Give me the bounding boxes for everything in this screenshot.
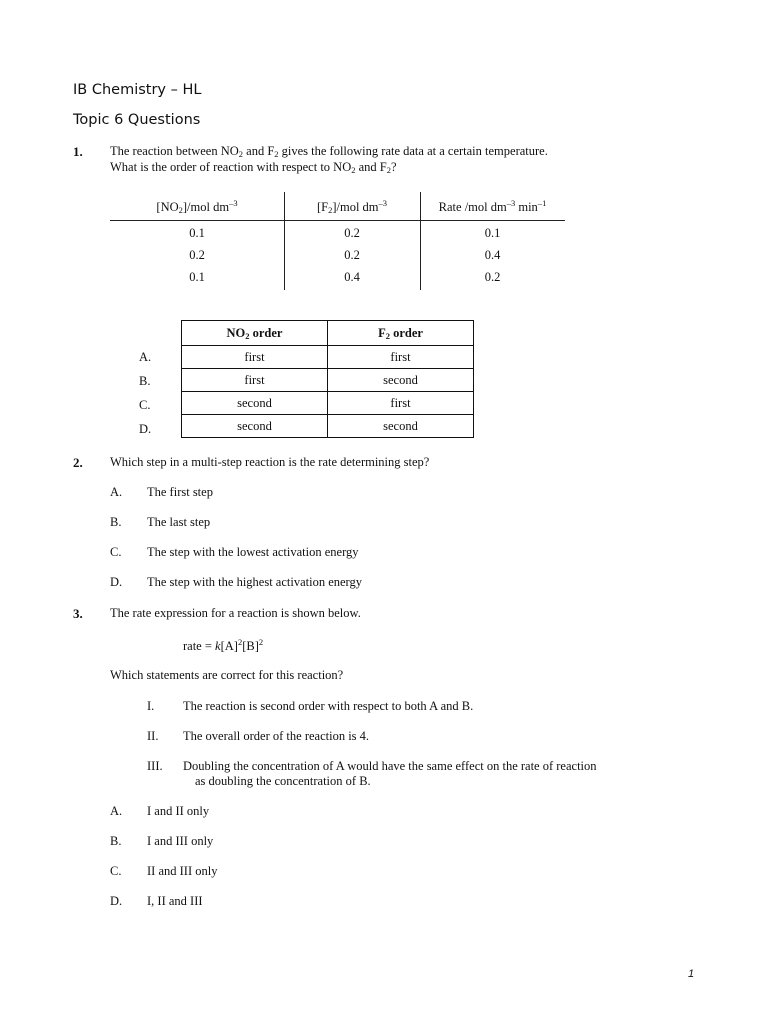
table-cell: 0.1 <box>189 270 205 284</box>
header-no2-concentration: $[NO_2]$/mol $dm^{-3}$ <box>156 198 238 215</box>
table-cell: second <box>182 392 328 415</box>
table-cell: first <box>328 392 474 415</box>
option-letter: D. <box>110 894 123 908</box>
table-cell: 0.2 <box>484 270 501 284</box>
answer-row-a[interactable] <box>182 346 474 369</box>
table-cell: second <box>182 415 328 438</box>
option-text[interactable]: The step with the lowest activation energy <box>147 545 359 559</box>
topic-title: Topic 6 Questions <box>73 112 201 128</box>
header-no2-order: $NO_2$ order <box>182 321 328 346</box>
statement-text-continued: as doubling the concentration of B. <box>195 774 371 788</box>
option-letter: B. <box>110 834 122 848</box>
question-1-number: 1. <box>73 144 83 159</box>
statement-numeral: II. <box>147 729 159 743</box>
option-letter: B. <box>110 515 122 529</box>
question-1-line-2: What is the order of reaction with respect to $NO_2$ and $F_2$? <box>110 160 397 175</box>
answer-row-b[interactable] <box>182 369 474 392</box>
answer-row-c[interactable] <box>182 392 474 415</box>
table-cell: 0.1 <box>189 226 205 240</box>
statement-text: The reaction is second order with respect to both A and B. <box>183 699 474 713</box>
question-3-text: The rate expression for a reaction is shown below. <box>110 606 361 620</box>
statement-numeral: I. <box>147 699 155 713</box>
table-cell: 0.4 <box>344 270 360 284</box>
option-text[interactable]: I and II only <box>147 804 210 818</box>
option-text[interactable]: The last step <box>147 515 211 529</box>
header-f2-concentration: $[F_2]$/mol $dm^{-3}$ <box>316 198 388 215</box>
course-title: IB Chemistry – HL <box>73 82 202 98</box>
option-letter: C. <box>139 398 151 412</box>
option-text[interactable]: The first step <box>147 485 213 499</box>
table-cell: 0.4 <box>484 248 501 262</box>
option-letter: A. <box>110 485 123 499</box>
table-cell: 0.1 <box>484 226 501 240</box>
table-cell: first <box>182 369 328 392</box>
question-3-prompt: Which statements are correct for this reaction? <box>110 668 344 682</box>
option-text[interactable]: The step with the highest activation energy <box>147 575 362 589</box>
answer-options-table <box>181 320 474 438</box>
table-cell: 0.2 <box>344 226 360 240</box>
header-f2-order: $F_2$ order <box>328 321 474 346</box>
question-2-text: Which step in a multi-step reaction is the rate determining step? <box>110 455 430 469</box>
option-letter: C. <box>110 864 122 878</box>
header-rate: Rate /mol $dm^{-3}$ $\min^{-1}$ <box>438 198 547 214</box>
option-letter: A. <box>139 350 152 364</box>
statement-numeral: III. <box>147 759 163 773</box>
table-cell: second <box>328 415 474 438</box>
option-letter: C. <box>110 545 122 559</box>
statement-text: The overall order of the reaction is 4. <box>183 729 370 743</box>
table-cell: first <box>182 346 328 369</box>
option-letter: B. <box>139 374 151 388</box>
option-text[interactable]: I and III only <box>147 834 214 848</box>
question-3-number: 3. <box>73 606 83 621</box>
question-2-number: 2. <box>73 455 83 470</box>
option-letter: D. <box>139 422 152 436</box>
answer-row-d[interactable] <box>182 415 474 438</box>
statement-text: Doubling the concentration of A would have the same effect on the rate of reaction <box>183 759 597 773</box>
rate-equation: rate = $k[A]^2[B]^2$ <box>183 637 264 653</box>
page-number: 1 <box>688 968 695 980</box>
question-1-line-1: The reaction between $NO_2$ and $F_2$ gives the following rate data at a certain temperature. <box>110 144 548 159</box>
option-letter: A. <box>110 804 123 818</box>
table-cell: 0.2 <box>344 248 360 262</box>
rate-data-table <box>110 192 565 292</box>
option-text[interactable]: II and III only <box>147 864 218 878</box>
table-header-rule <box>110 220 565 221</box>
table-cell: second <box>328 369 474 392</box>
option-letter: D. <box>110 575 123 589</box>
table-cell: 0.2 <box>189 248 205 262</box>
option-text[interactable]: I, II and III <box>147 894 203 908</box>
table-cell: first <box>328 346 474 369</box>
